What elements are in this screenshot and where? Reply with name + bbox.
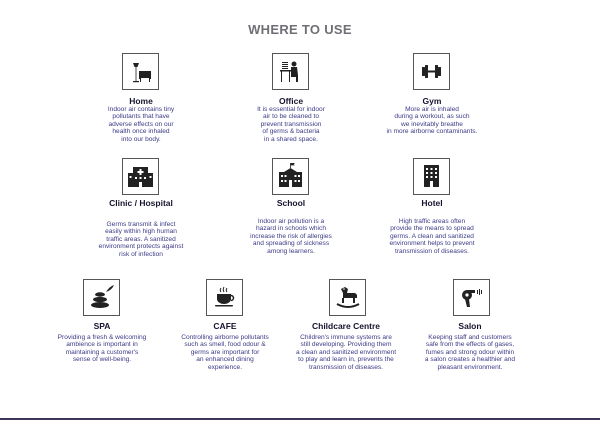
item-description: Children's immune systems are still developing. Providing them a clean and sanitized environment to play and learn in, prevents the transmission of diseases.	[295, 334, 397, 371]
item-description: It is essential for indoor air to be cleaned to prevent transmission of germs & bacteria in a shared space.	[257, 106, 325, 143]
item-name: Childcare Centre	[311, 321, 381, 331]
item-name: Clinic / Hospital	[109, 198, 173, 208]
item-description: Controlling airborne pollutants such as smell, food odour & germs are important for an enhanced dining experience.	[181, 334, 269, 371]
item-name: CAFE	[213, 321, 237, 331]
item-name: Salon	[458, 321, 482, 331]
item-name: Gym	[422, 96, 442, 106]
item-name: Office	[278, 96, 304, 106]
coffee-cup-icon	[206, 279, 243, 316]
item-description: Indoor air contains tiny pollutants that have adverse effects on our health once inhaled into our body.	[107, 106, 175, 143]
bottom-divider	[0, 418, 600, 420]
item-description: Providing a fresh & welcoming ambience is important in maintaining a customer's sense of well-being.	[57, 334, 147, 364]
item-name: Home	[129, 96, 153, 106]
hair-dryer-icon	[453, 279, 490, 316]
hospital-building-icon	[122, 158, 159, 195]
item-description: Germs transmit & infect easily within high human traffic areas. A sanitized environment protects against risk of infection	[98, 221, 184, 258]
armchair-lamp-icon	[122, 53, 159, 90]
spa-stones-icon	[83, 279, 120, 316]
item-description: Keeping staff and customers safe from the effects of gases, fumes and strong odour within a salon creates a healthier and pleasant environment.	[424, 334, 516, 371]
school-building-icon	[272, 158, 309, 195]
dumbbell-icon	[413, 53, 450, 90]
item-description: Indoor air pollution is a hazard in schools which increase the risk of allergies and spreading of sickness among learners.	[250, 218, 332, 255]
item-description: More air is inhaled during a workout, as such we inevitably breathe in more airborne contaminants.	[386, 106, 478, 136]
rocking-horse-icon	[329, 279, 366, 316]
item-name: SPA	[93, 321, 111, 331]
item-name: School	[276, 198, 306, 208]
item-description: High traffic areas often provide the means to spread germs. A clean and sanitized environment helps to prevent transmission of diseases.	[389, 218, 475, 255]
page-title: WHERE TO USE	[248, 22, 352, 37]
item-name: Hotel	[421, 198, 443, 208]
hotel-building-icon	[413, 158, 450, 195]
office-worker-desk-icon	[272, 53, 309, 90]
